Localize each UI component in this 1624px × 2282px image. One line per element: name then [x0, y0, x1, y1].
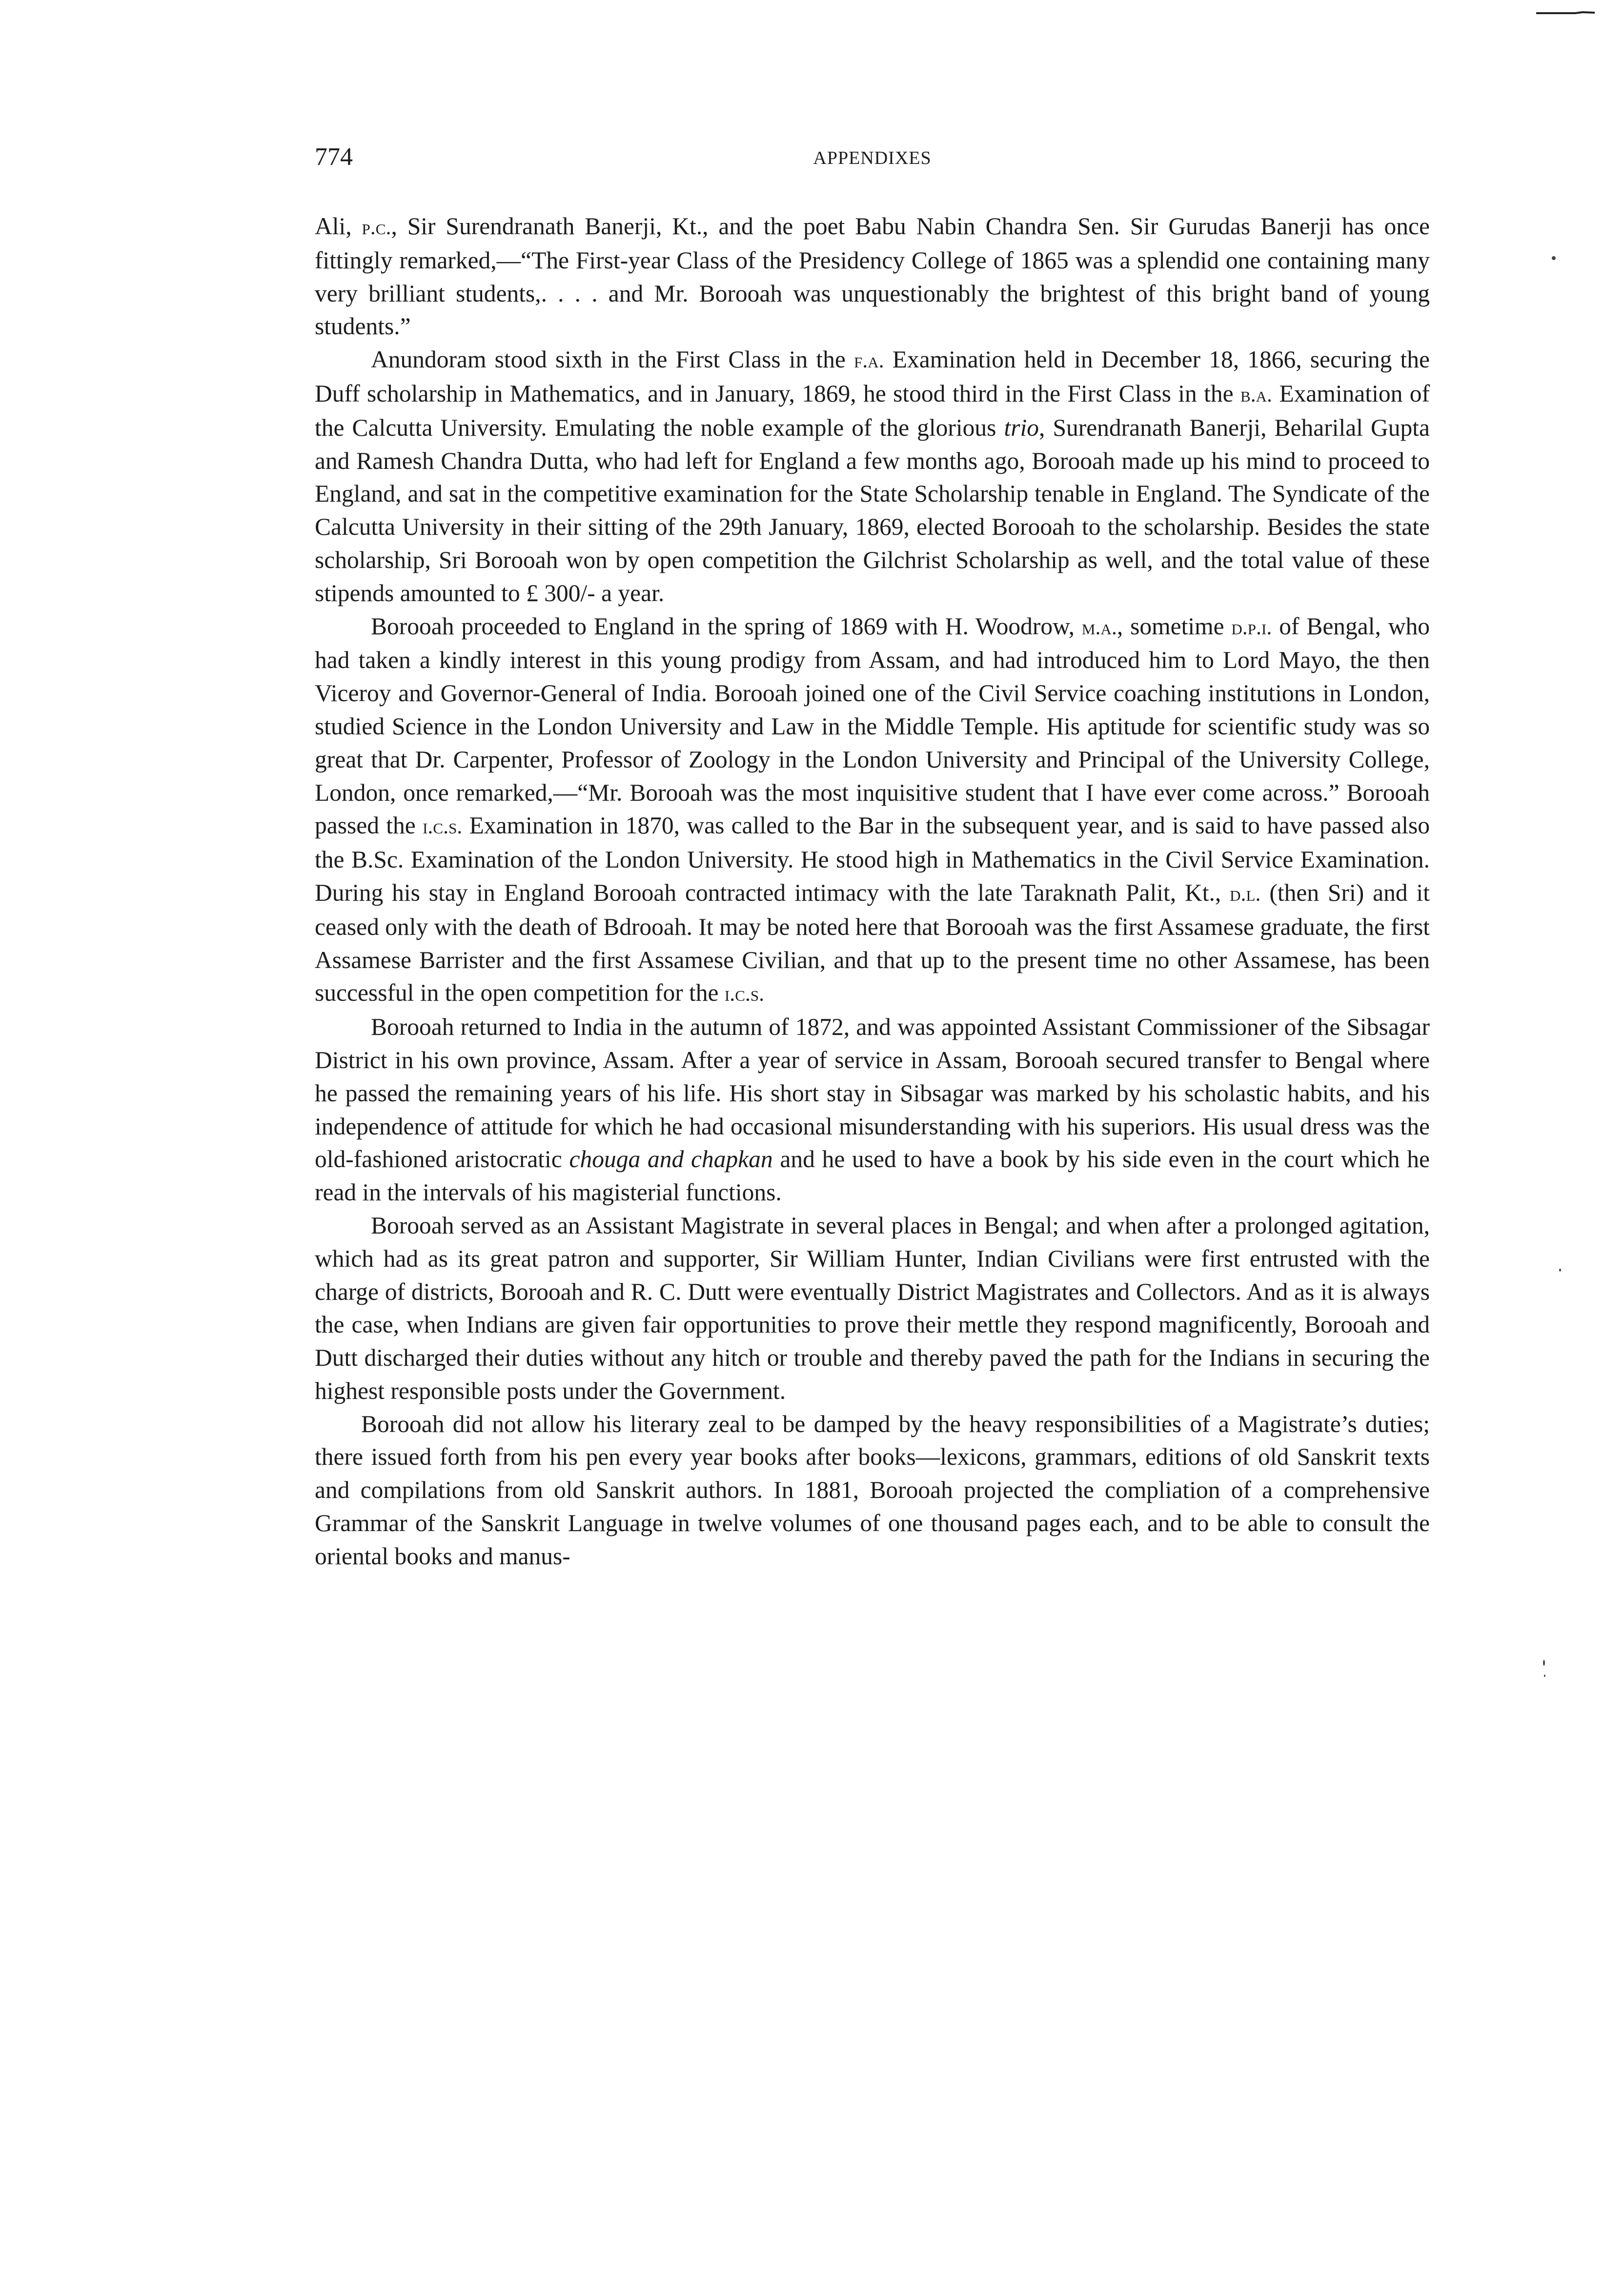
abbreviation-text: f.a. [854, 348, 884, 373]
page-number: 774 [315, 143, 353, 171]
scan-speck [1544, 1675, 1545, 1677]
body-paragraph [315, 1010, 1430, 1209]
body-paragraph [315, 610, 1430, 1011]
abbreviation-text: p.c. [362, 215, 391, 239]
paragraph-text: , sometime [1116, 612, 1232, 640]
paragraph-text: Anundoram stood sixth in the First Class in the [371, 346, 854, 373]
paragraph-text: Ali, [315, 213, 362, 240]
italic-text: trio [1004, 414, 1039, 441]
abbreviation-text: b.a. [1240, 382, 1273, 406]
page-header [315, 142, 1430, 172]
abbreviation-text: d.l. [1230, 881, 1261, 906]
abbreviation-text: i.c.s. [724, 982, 765, 1006]
abbreviation-text: i.c.s. [423, 814, 463, 839]
scan-speck [1543, 1660, 1545, 1666]
running-head: APPENDIXES [813, 148, 932, 168]
body-paragraph [315, 210, 1430, 343]
paragraph-text: Borooah did not allow his literary zeal to be damped by the heavy responsibilities of a Magistrate’s duties; there issued forth from his pen every year books after books—lexicons, grammars, editions of old Sanskrit texts and compilations from old Sanskrit authors. In 1881, Borooah projected the compliation of a comprehensive Grammar of the Sanskrit Language in twelve volumes of one thousand pages each, and to be able to consult the oriental books and manus- [315, 1410, 1430, 1570]
scan-mark-decoration [1536, 11, 1595, 16]
abbreviation-text: d.p.i. [1231, 615, 1272, 639]
abbreviation-text: m.a. [1081, 615, 1117, 639]
paragraph-text: Borooah served as an Assistant Magistrate in several places in Bengal; and when after a prolonged agitation, which had as its great patron and supporter, Sir William Hunter, Indian Civilians were first entrusted with the charge of districts, Borooah and R. C. Dutt were eventually District Magistrates and Collectors. And as it is always the case, when Indians are given fair opportunities to prove their mettle they respond magnificently, Borooah and Dutt discharged their duties without any hitch or trouble and thereby paved the path for the Indians in securing the highest responsible posts under the Government. [315, 1212, 1430, 1404]
body-paragraph [315, 1209, 1430, 1408]
paragraph-text: and he used to have a book by his side even in the court which he read in the intervals of his magisterial functions. [315, 1146, 1430, 1206]
scan-speck [1552, 256, 1556, 260]
paragraph-text: , Surendranath Banerji, Beharilal Gupta and Ramesh Chandra Dutta, who had left for England a few months ago, Borooah made up his mind to proceed to England, and sat in the competitive examination for the State Scholarship tenable in England. The Syndicate of the Calcutta University in their sitting of the 29th January, 1869, elected Borooah to the scholarship. Besides the state scholarship, Sri Borooah won by open competition the Gilchrist Scholarship as well, and the total value of these stipends amounted to £ 300/- a year. [315, 414, 1430, 606]
body-paragraph [315, 1408, 1430, 1573]
body-text [315, 210, 1430, 1573]
italic-text: chouga and chapkan [569, 1146, 773, 1173]
paragraph-text: Borooah returned to India in the autumn of 1872, and was appointed Assistant Commissioner of the Sibsagar District in his own province, Assam. After a year of service in Assam, Borooah secured transfer to Bengal where he passed the remaining years of his life. His short stay in Sibsagar was marked by his scholastic habits, and his independence of attitude for which he had occasional misunderstanding with his superiors. His usual dress was the old-fashioned aristocratic [315, 1013, 1430, 1173]
paragraph-text: Examination of the Calcutta University. Emulating the noble example of the glorious [315, 380, 1430, 441]
paragraph-text: (then Sri) and it ceased only with the death of Bdrooah. It may be noted here that Borooah was the first Assamese graduate, the first Assamese Barrister and the first Assamese Civilian, and that up to the present time no other Assamese, has been successful in the open competition for the [315, 879, 1430, 1007]
body-paragraph [315, 343, 1430, 609]
paragraph-text: of Bengal, who had taken a kindly interest in this young prodigy from Assam, and had introduced him to Lord Mayo, the then Viceroy and Governor-General of India. Borooah joined one of the Civil Service coaching institutions in London, studied Science in the London University and Law in the Middle Temple. His aptitude for scientific study was so great that Dr. Carpenter, Professor of Zoology in the London University and Principal of the University College, London, once remarked,—“Mr. Borooah was the most inquisitive student that I have ever come across.” Borooah passed the [315, 612, 1430, 839]
scan-speck [1559, 1269, 1561, 1272]
paragraph-text: Examination in 1870, was called to the Bar in the subsequent year, and is said to have passed also the B.Sc. Examination of the London University. He stood high in Mathematics in the Civil Service Examination. During his stay in England Borooah contracted intimacy with the late Taraknath Palit, Kt., [315, 812, 1430, 906]
paragraph-text: Examination held in December 18, 1866, securing the Duff scholarship in Mathematics, and in January, 1869, he stood third in the First Class in the [315, 346, 1430, 407]
paragraph-text: Borooah proceeded to England in the spring of 1869 with H. Woodrow, [371, 612, 1082, 640]
paragraph-text: , Sir Surendranath Banerji, Kt., and the poet Babu Nabin Chandra Sen. Sir Gurudas Banerji has once fittingly remarked,—“The First-year Class of the Presidency College of 1865 was a splendid one containing many very brilliant students,. . . . and Mr. Borooah was unquestionably the brightest of this bright band of young students.” [315, 213, 1430, 340]
